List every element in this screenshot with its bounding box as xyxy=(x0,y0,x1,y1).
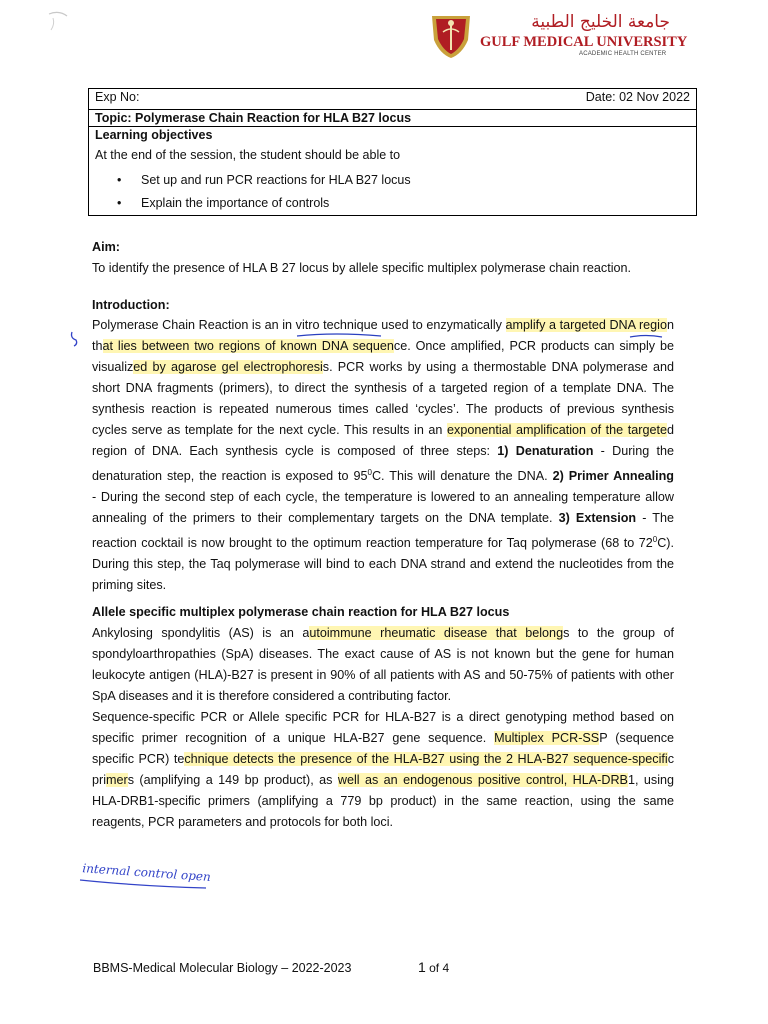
handwritten-note-text: internal control open xyxy=(81,861,212,885)
handwritten-note xyxy=(78,856,218,896)
university-logo xyxy=(428,10,688,60)
pen-underline-mark xyxy=(628,333,664,341)
logo-arabic-name: جامعة الخليج الطبية xyxy=(531,12,670,32)
introduction-paragraph: Polymerase Chain Reaction is an in vitro technique used to enzymatically amplify a targeted DNA region that lies between two regions of known DNA sequence. Once amplified, PCR products can simply be visualized by agarose gel electrophoresis. PCR works by using a thermostable DNA polymerase and short DNA fragments (primers), to direct the synthesis of a targeted region of a template DNA. The synthesis reaction is repeated numerous times called ‘cycles’. The products of previous synthesis cycles serve as template for the next cycle. This results in an exponential amplification of the targeted region of DNA. Each synthesis cycle is composed of three steps: 1) Denaturation - During the denaturation step, the reaction is exposed to $95^0C$. This will denature the DNA. 2) Primer Annealing - During the second step of each cycle, the temperature is lowered to an annealing temperature allow annealing of the primers to their complementary targets on the DNA template. 3) Extension - The reaction cocktail is now brought to the optimum reaction temperature for Taq polymerase (68 to $72^0C$). During this step, the Taq polymerase will bind to each DNA strand and extend the nucleotides from the priming sites. xyxy=(92,318,674,593)
experiment-header-table xyxy=(88,88,697,216)
objective-item: • Explain the importance of controls xyxy=(95,192,690,215)
logo-name: GULF MEDICAL UNIVERSITY xyxy=(480,34,688,50)
objective-item: • Set up and run PCR reactions for HLA B27 locus xyxy=(95,169,690,192)
objectives-title: Learning objectives xyxy=(95,128,213,142)
allele-section-heading: Allele specific multiplex polymerase chain reaction for HLA B27 locus xyxy=(92,605,510,619)
allele-section-paragraph: Ankylosing spondylitis (AS) is an autoimmune rheumatic disease that belongs to the group of spondyloarthropathies (SpA) diseases. The exact cause of AS is not known but the gene for human leukocyte antigen (HLA)-B27 is present in 90% of all patients with AS and 50-75% of patients with other SpA diseases and it is therefore considered a contributing factor. Sequence-specific PCR or Allele specific PCR for HLA-B27 is a direct genotyping method based on specific primer recognition of a unique HLA-B27 gene sequence. Multiplex PCR-SSP (sequence specific PCR) technique detects the presence of the HLA-B27 using the 2 HLA-B27 sequence-specific primers (amplifying a 149 bp product), as well as an endogenous positive control, HLA-DRB1, using HLA-DRB1-specific primers (amplifying a 779 bp product) in the same reaction, using the same reagents, PCR parameters and protocols for both loci. xyxy=(92,626,675,829)
footer-page-number: 1 of 4 xyxy=(418,959,450,975)
shield-emblem-icon xyxy=(428,10,474,60)
aim-heading: Aim: xyxy=(92,240,120,254)
introduction-heading: Introduction: xyxy=(92,298,170,312)
objectives-list xyxy=(95,169,690,215)
footer-course: BBMS-Medical Molecular Biology – 2022-2023 xyxy=(93,961,352,975)
aim-text: To identify the presence of HLA B 27 locus by allele specific multiplex polymerase chain reaction. xyxy=(92,261,632,275)
objectives-row xyxy=(89,127,697,216)
bullet-icon: • xyxy=(117,173,122,187)
corner-pencil-mark xyxy=(45,6,75,36)
topic-row xyxy=(89,110,697,127)
exp-row xyxy=(89,89,697,110)
topic-text: Topic: Polymerase Chain Reaction for HLA B27 locus xyxy=(89,110,697,127)
bullet-icon: • xyxy=(117,196,122,210)
pen-underline-mark xyxy=(295,332,385,340)
objectives-intro: At the end of the session, the student should be able to xyxy=(95,148,401,162)
date-label: Date: 02 Nov 2022 xyxy=(585,90,690,104)
exp-no-label: Exp No: xyxy=(95,90,140,104)
logo-subtitle: ACADEMIC HEALTH CENTER xyxy=(579,51,667,57)
margin-pen-mark xyxy=(68,330,82,348)
